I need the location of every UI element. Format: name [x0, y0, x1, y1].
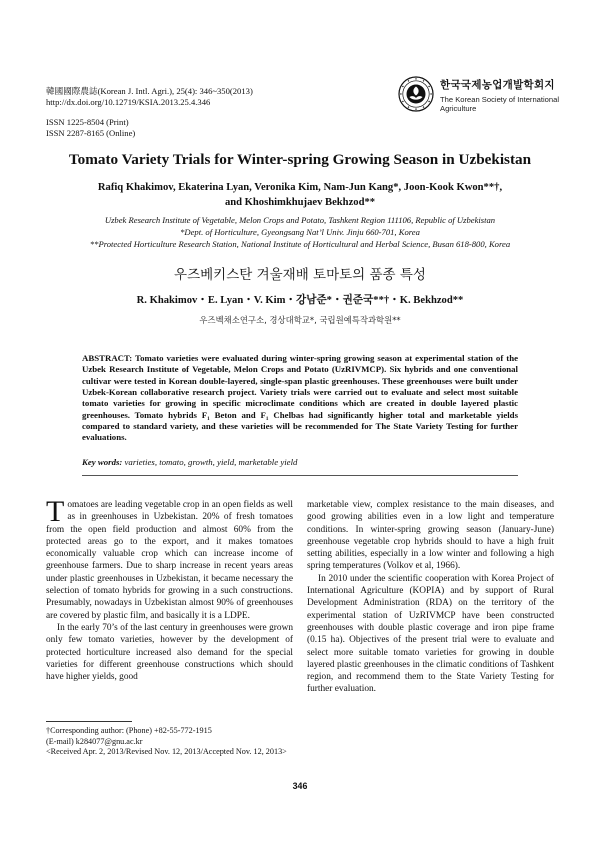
abstract: ABSTRACT: Tomato varieties were evaluated during winter-spring growing season at experimental station of the Uzbek Research Institute of Vegetable, Melon Crops and Potato (UzRIVMCP). Six hybrids and one conventional cultivar were tested in Korean double-layered, single-span plastic greenhouses. These greenhouses were built under Uzbek-Korean collaborative research project. Variety trials were carried out to evaluate and select most suitable tomato varieties for growing in specific microclimate conditions which are created in double layered plastic greenhouses. Tomato hybrids F₁ Beton and F₁ Chelbas had significantly higher total and marketable yields compared to standard variety, and these varieties will be recommended for The State Variety Testing for further evaluations.: [82, 353, 518, 443]
society-name-en-line1: The Korean Society of International: [440, 95, 560, 104]
society-seal-icon: [398, 76, 434, 112]
footnote-divider: [46, 721, 132, 722]
authors-line-2: and Khoshimkhujaev Bekhzod**: [224, 197, 376, 208]
body-paragraph: In 2010 under the scientific cooperation with Korea Project of International Agriculture (KOPIA) and by support of Rural Development Administration (RDA) on the territory of the experimental station of UzRIVMCP have been constructed greenhouses with double plastic coverage and iron pipe frame (0.15 ha). Objectives of the present trial were to evaluate and select more suitable tomato varieties for growing in double layered plastic greenhouses in the climatic conditions of Tashkent region, and recommend them to the State Variety Testing for further evaluation.: [307, 573, 554, 695]
drop-cap: T: [46, 499, 65, 528]
body-text: omatoes are leading vegetable crop in an open fields as well as in greenhouses in Uzbekistan. 20% of fresh tomatoes from the open field production and almost 60% from the protected areas go to the export, and it makes tomatoes economically valuable crop which can increase income of greenhouse farmers. Due to sharp increase in recent years areas under plastic greenhouses in Uzbekistan, it became necessary the selection of tomato hybrids for growing in a such constructions. Presumably, nowadays in Uzbekistan almost 90% of greenhouses are covered by plastic film, and basically it is a LDPE.: [46, 500, 293, 621]
page-number: 346: [292, 781, 308, 791]
keywords-list: varieties, tomato, growth, yield, marketable yield: [122, 457, 298, 467]
affiliation-3: **Protected Horticulture Research Station, National Institute of Horticultural and Herbal Science, Busan 618-800, Korea: [89, 239, 511, 249]
society-name-en-line2: Agriculture: [440, 104, 477, 114]
body-column-left: [46, 499, 293, 701]
affiliation-2: *Dept. of Horticulture, Gyeongsang Nat’l Univ. Jinju 660-701, Korea: [180, 227, 420, 237]
journal-header: [46, 86, 253, 138]
body-paragraph: [46, 499, 293, 622]
article-title-ko: 우즈베키스탄 겨울재배 토마토의 품종 특성: [174, 267, 426, 283]
corresponding-author: †Corresponding author: (Phone) +82-55-772-1915: [46, 726, 212, 735]
society-name-ko: 한국국제농업개발학회지: [440, 79, 555, 91]
society-name: [440, 77, 559, 114]
body-paragraph: In the early 70’s of the last century in greenhouses were grown only few tomato varieties, however by the development of protected horticulture increased also demand for the special varieties for different greenhouse constructions which should have higher yields, good: [46, 622, 293, 683]
journal-citation: 韓國國際農誌(Korean J. Intl. Agri.), 25(4): 346~350(2013): [46, 86, 253, 96]
doi-link[interactable]: http://dx.doi.org/10.12719/KSIA.2013.25.4.346: [46, 96, 211, 107]
abstract-divider: [82, 475, 518, 476]
affiliation-1: Uzbek Research Institute of Vegetable, Melon Crops and Potato, Tashkent Region 111106, Republic of Uzbekistan: [104, 215, 496, 225]
author-list: [40, 180, 560, 210]
affiliation-ko: 우즈벡채소연구소, 경상대학교*, 국립원예특작과학원**: [199, 315, 401, 325]
article-title: Tomato Variety Trials for Winter-spring Growing Season in Uzbekistan: [68, 151, 532, 168]
received-dates: <Received Apr. 2, 2013/Revised Nov. 12, 2013/Accepted Nov. 12, 2013>: [46, 747, 287, 756]
keywords-label: Key words:: [82, 457, 123, 467]
header-gap: [46, 107, 253, 117]
footnotes: [46, 726, 287, 758]
authors-line-1: Rafiq Khakimov, Ekaterina Lyan, Veronika Kim, Nam-Jun Kang*, Joon-Kook Kwon**†,: [97, 182, 503, 193]
society-name-en: [440, 95, 559, 114]
keywords: [82, 457, 518, 467]
issn-print: ISSN 1225-8504 (Print): [46, 117, 129, 128]
corresponding-email[interactable]: (E-mail) k284077@gnu.ac.kr: [46, 736, 143, 746]
author-list-ko: R. Khakimov・E. Lyan・V. Kim・강남준*・권준국**†・K. Bekhzod**: [136, 295, 464, 306]
body-column-right: [307, 499, 554, 696]
body-paragraph: marketable view, complex resistance to the main diseases, and good growing abilities even in a low light and temperature conditions. In winter-spring growing season (January-June) greenhouse vegetable crop hybrids should to have a high fruit setting abilities, especially in a low winter and following a high spring temperatures (Volkov et al, 1966).: [307, 500, 554, 572]
issn-online: ISSN 2287-8165 (Online): [46, 127, 136, 138]
